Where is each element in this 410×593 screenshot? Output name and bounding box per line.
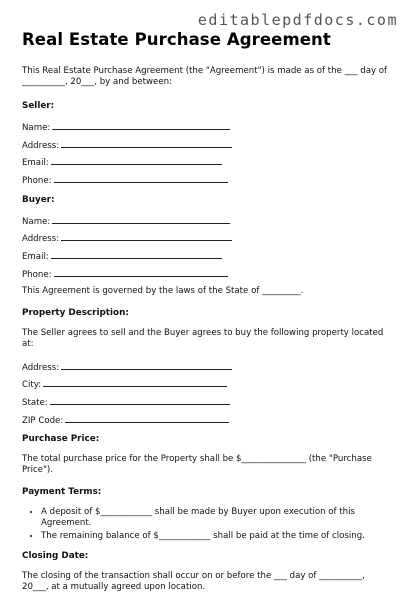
list-item: • A deposit of $____________ shall be made by Buyer upon execution of this Agreement.	[41, 507, 394, 529]
buyer-email-blank[interactable]	[51, 250, 222, 259]
buyer-heading: Buyer:	[22, 194, 55, 205]
buyer-name-blank[interactable]	[52, 215, 230, 224]
property-state-field[interactable]	[22, 396, 394, 407]
field-label: State:	[22, 397, 48, 408]
field-label: ZIP Code:	[22, 415, 64, 426]
price-heading: Purchase Price:	[22, 434, 100, 445]
seller-name-field[interactable]	[22, 121, 394, 132]
property-heading: Property Description:	[22, 307, 129, 318]
governing-law-text: This Agreement is governed by the laws of the State of _________.	[22, 285, 304, 296]
property-address-field[interactable]	[22, 361, 394, 372]
closing-text: The closing of the transaction shall occur on or before the ___ day of __________, 20___, at a mutually agreed upon location.	[22, 571, 365, 593]
seller-email-field[interactable]	[22, 156, 394, 167]
field-label: City:	[22, 380, 42, 391]
property-zip-field[interactable]	[22, 414, 394, 425]
document-title: Real Estate Purchase Agreement	[22, 30, 331, 49]
property-zip-blank[interactable]	[65, 414, 229, 423]
document	[22, 30, 394, 593]
field-label: Address:	[22, 234, 60, 245]
buyer-email-field[interactable]	[22, 250, 394, 261]
seller-name-blank[interactable]	[52, 121, 230, 130]
buyer-phone-blank[interactable]	[54, 268, 228, 277]
buyer-name-field[interactable]	[22, 215, 394, 226]
property-address-blank[interactable]	[61, 361, 232, 370]
intro-paragraph: This Real Estate Purchase Agreement (the "Agreement") is made as of the ___ day of __________, 20___, by and between:	[22, 66, 388, 87]
field-label: Phone:	[22, 176, 52, 187]
payment-list	[22, 507, 394, 542]
property-state-blank[interactable]	[50, 396, 230, 405]
field-label: Email:	[22, 158, 49, 169]
seller-address-blank[interactable]	[61, 139, 232, 148]
property-text: The Seller agrees to sell and the Buyer agrees to buy the following property located at:	[22, 327, 384, 349]
seller-phone-field[interactable]	[22, 174, 394, 185]
field-label: Address:	[22, 140, 60, 151]
payment-heading: Payment Terms:	[22, 487, 102, 498]
buyer-address-field[interactable]	[22, 232, 394, 243]
field-label: Name:	[22, 123, 51, 133]
closing-heading: Closing Date:	[22, 551, 89, 562]
buyer-address-blank[interactable]	[61, 232, 232, 241]
watermark: editablepdfdocs.com	[197, 11, 398, 29]
field-label: Phone:	[22, 269, 52, 280]
seller-phone-blank[interactable]	[54, 174, 228, 183]
price-text: The total purchase price for the Property shall be $_______________ (the "Purchase Price").	[22, 454, 372, 476]
property-city-field[interactable]	[22, 378, 394, 389]
buyer-phone-field[interactable]	[22, 268, 394, 279]
seller-address-field[interactable]	[22, 139, 394, 150]
field-label: Email:	[22, 252, 49, 263]
list-item: • The remaining balance of $____________ shall be paid at the time of closing.	[41, 531, 394, 542]
seller-heading: Seller:	[22, 101, 55, 111]
seller-email-blank[interactable]	[51, 156, 222, 165]
property-city-blank[interactable]	[43, 378, 227, 387]
field-label: Name:	[22, 216, 51, 227]
field-label: Address:	[22, 362, 60, 373]
